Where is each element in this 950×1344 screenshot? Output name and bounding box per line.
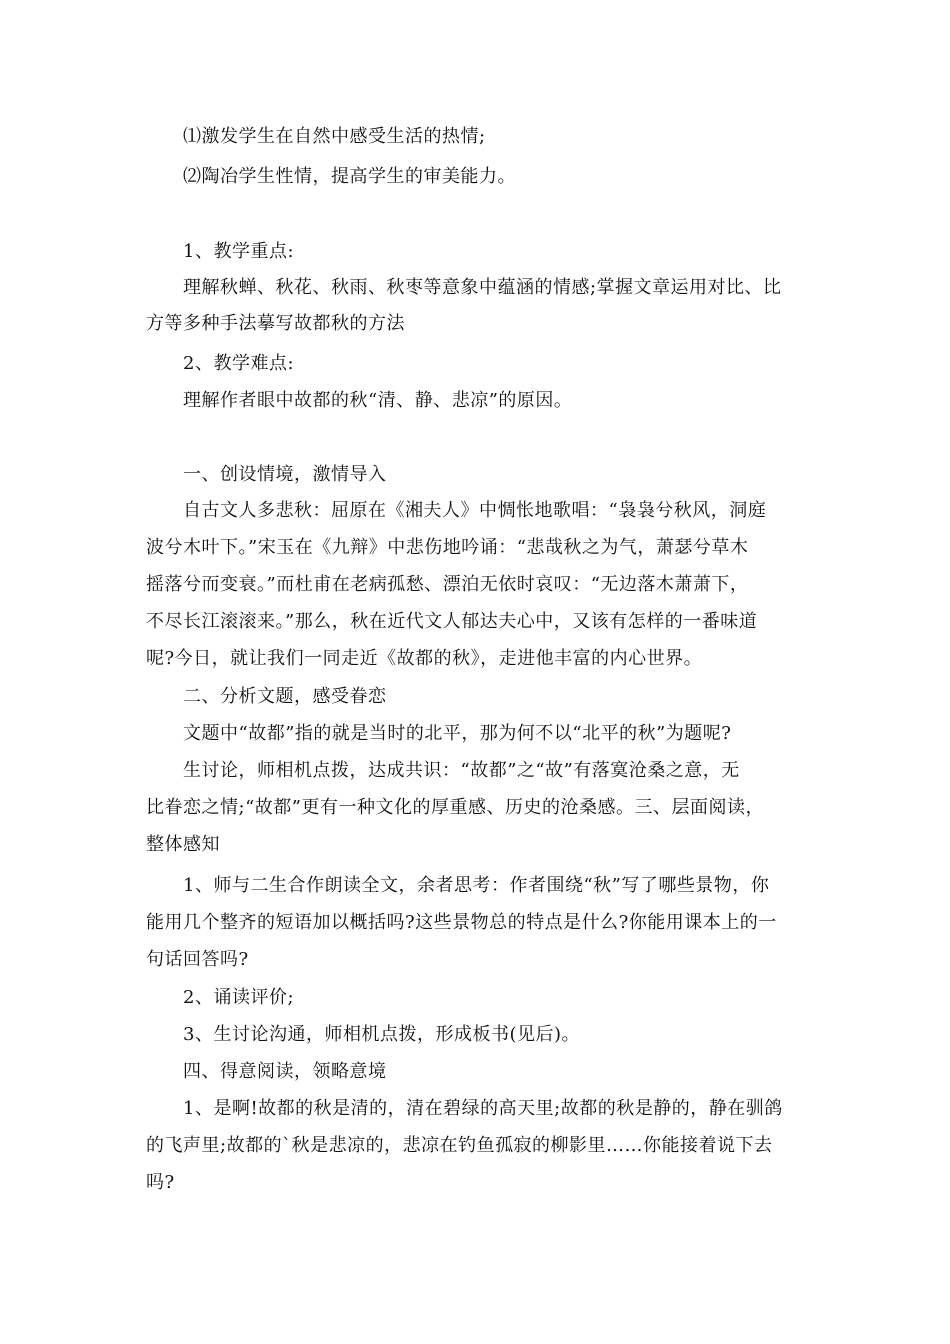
section-1-line: 不尽长江滚滚来。”那么，秋在近代文人郁达夫心中，又该有怎样的一番味道: [146, 611, 758, 632]
teaching-focus-body-line: 理解秋蝉、秋花、秋雨、秋枣等意象中蕴涵的情感;掌握文章运用对比、比: [183, 277, 782, 298]
section-4-line: 1、是啊!故都的秋是清的，清在碧绿的高天里;故都的秋是静的，静在驯鸽: [183, 1098, 783, 1119]
section-4-heading: 四、得意阅读，领略意境: [183, 1061, 387, 1082]
section-2-line: 比眷恋之情;“故都”更有一种文化的厚重感、历史的沧桑感。三、层面阅读，: [146, 797, 764, 818]
section-2-line: 生讨论，师相机点拨，达成共识：“故都”之“故”有落寞沧桑之意，无: [183, 760, 740, 781]
section-1-line: 呢?今日，就让我们一同走近《故都的秋》，走进他丰富的内心世界。: [146, 648, 703, 669]
section-3-item-1-line: 能用几个整齐的短语加以概括吗?这些景物总的特点是什么?你能用课本上的一: [146, 912, 777, 933]
section-3-item-1-line: 1、师与二生合作朗读全文，余者思考：作者围绕“秋”写了哪些景物，你: [183, 875, 770, 896]
section-3-item-1-line: 句话回答吗?: [146, 949, 249, 970]
teaching-difficulty-heading: 2、教学难点:: [183, 353, 295, 374]
section-2-heading: 二、分析文题，感受眷恋: [183, 686, 387, 707]
section-3-item-2: 2、诵读评价;: [183, 987, 295, 1008]
section-3-item-3: 3、生讨论沟通，师相机点拨，形成板书(见后)。: [183, 1024, 580, 1045]
section-1-line: 波兮木叶下。”宋玉在《九辩》中悲伤地吟诵：“悲哉秋之为气，萧瑟兮草木: [146, 537, 749, 558]
teaching-focus-body-line: 方等多种手法摹写故都秋的方法: [146, 313, 405, 334]
section-1-line: 摇落兮而变衰。”而杜甫在老病孤愁、漂泊无依时哀叹：“无边落木萧萧下，: [146, 574, 749, 595]
section-2-question: 文题中“故都”指的就是当时的北平，那为何不以“北平的秋”为题呢?: [183, 723, 732, 744]
teaching-difficulty-body: 理解作者眼中故都的秋“清、静、悲凉”的原因。: [183, 390, 573, 411]
objective-item-1: ⑴激发学生在自然中感受生活的热情;: [183, 126, 486, 147]
section-2-line: 整体感知: [146, 834, 220, 855]
section-1-heading: 一、创设情境，激情导入: [183, 464, 387, 485]
section-4-line: 的飞声里;故都的`秋是悲凉的，悲凉在钓鱼孤寂的柳影里……你能接着说下去: [146, 1135, 773, 1156]
section-4-line: 吗?: [146, 1172, 175, 1193]
section-1-line: 自古文人多悲秋：屈原在《湘夫人》中惆怅地歌唱：“袅袅兮秋风，洞庭: [183, 500, 767, 521]
objective-item-2: ⑵陶冶学生性情，提高学生的审美能力。: [183, 166, 516, 187]
teaching-focus-heading: 1、教学重点:: [183, 241, 295, 262]
